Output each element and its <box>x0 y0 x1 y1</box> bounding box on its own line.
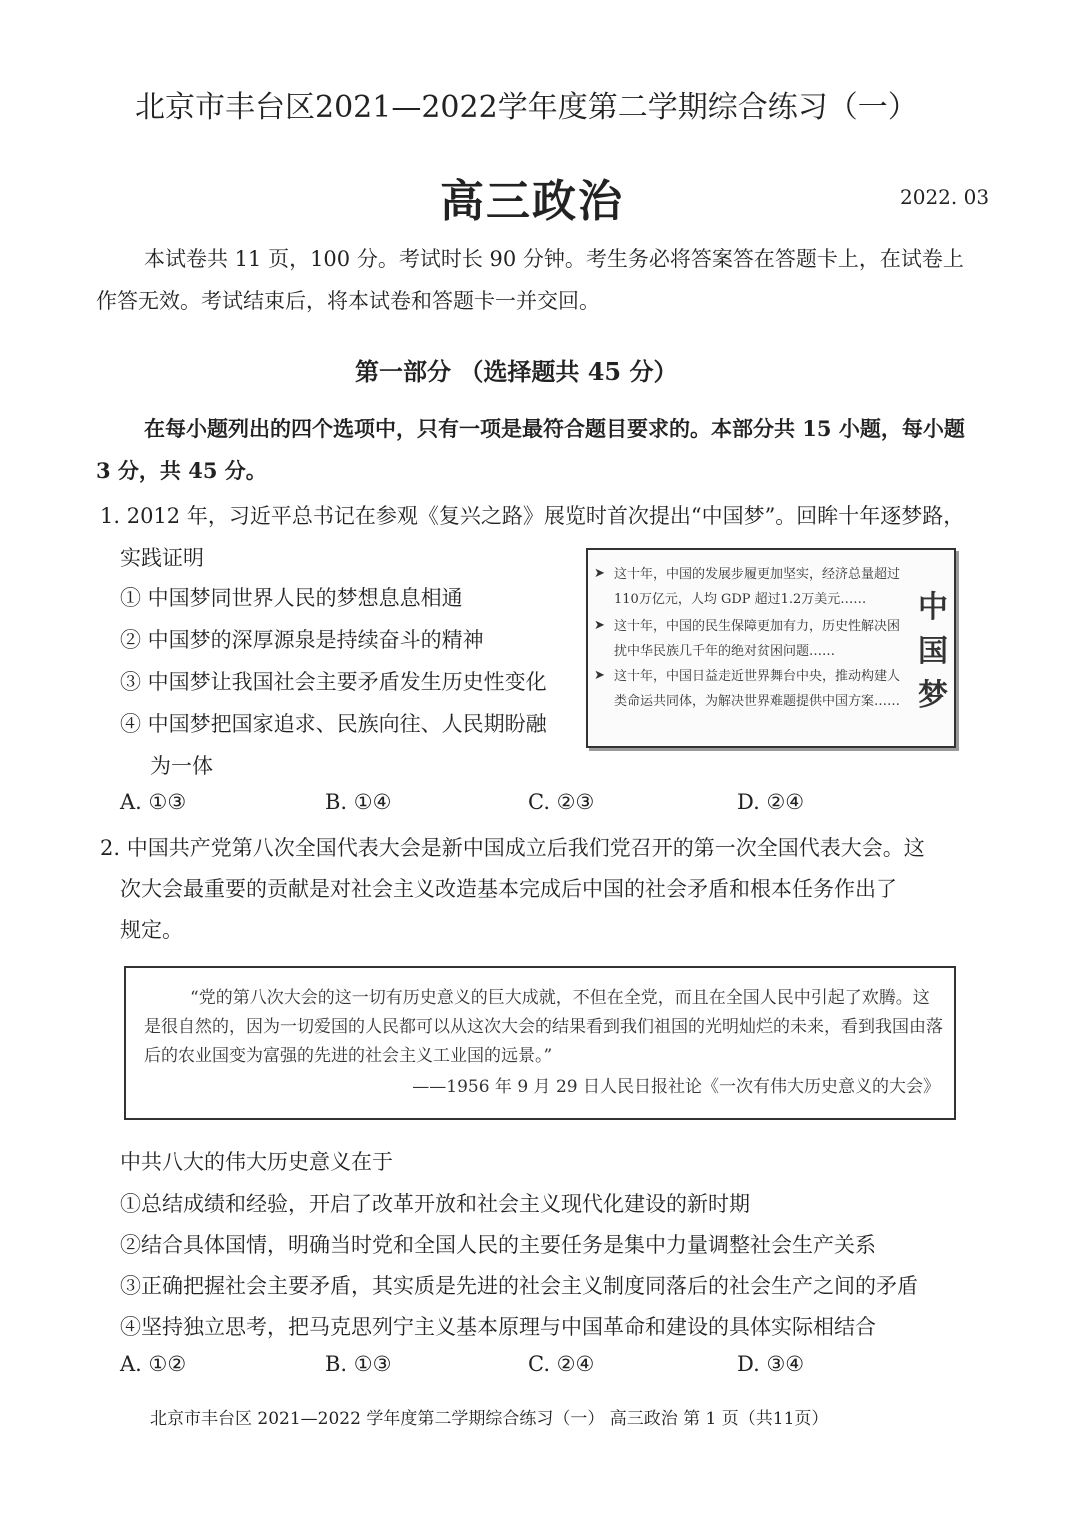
q2-question: 中共八大的伟大历史意义在于 <box>120 1150 393 1174</box>
dream-entry-2: 这十年，中国的民生保障更加有力，历史性解决困扰中华民族几千年的绝对贫困问题…… <box>614 619 901 659</box>
q1-item-4-cont: 为一体 <box>150 754 213 778</box>
exam-instructions: 本试卷共 11 页，100 分。考试时长 90 分钟。考生务必将答案答在答题卡上，在试卷上作答无效。考试结束后，将本试卷和答题卡一并交回。 <box>96 247 964 313</box>
dream-entry-1: 这十年，中国的发展步履更加坚实，经济总量超过110万亿元，人均 GDP 超过1.2万美元…… <box>614 567 901 607</box>
page-footer: 北京市丰台区 2021—2022 学年度第二学期综合练习（一） 高三政治 第 1 页（共11页） <box>150 1409 829 1429</box>
arrow-icon: ➤ <box>594 618 605 633</box>
q1-option-c: C. ②③ <box>528 790 595 814</box>
q1-item-3: ③ 中国梦让我国社会主要矛盾发生历史性变化 <box>120 670 547 694</box>
q2-stem-line3: 规定。 <box>120 918 183 942</box>
q1-option-d: D. ②④ <box>737 790 805 814</box>
q2-item-2: ②结合具体国情，明确当时党和全国人民的主要任务是集中力量调整社会生产关系 <box>120 1233 876 1257</box>
q2-stem-line1: 2. 中国共产党第八次全国代表大会是新中国成立后我们党召开的第一次全国代表大会。这 <box>100 836 925 860</box>
dream-entry-3: 这十年，中国日益走近世界舞台中央，推动构建人类命运共同体，为解决世界难题提供中国方案…… <box>614 669 901 709</box>
part1-title: 第一部分 （选择题共 45 分） <box>355 357 678 386</box>
china-dream-box <box>586 548 956 748</box>
q2-option-d: D. ③④ <box>737 1352 805 1376</box>
exam-header-title: 北京市丰台区2021—2022学年度第二学期综合练习（一） <box>135 90 918 125</box>
q2-option-c: C. ②④ <box>528 1352 595 1376</box>
q1-item-1: ① 中国梦同世界人民的梦想息息相通 <box>120 586 463 610</box>
dream-char-2: 国 <box>918 634 948 669</box>
quote-source: ——1956 年 9 月 29 日人民日报社论《一次有伟大历史意义的大会》 <box>412 1077 940 1097</box>
q1-stem-line2: 实践证明 <box>120 546 204 570</box>
arrow-icon: ➤ <box>594 566 605 581</box>
q1-option-b: B. ①④ <box>325 790 392 814</box>
quote-box <box>124 966 956 1120</box>
dream-char-1: 中 <box>918 590 948 625</box>
q1-item-4: ④ 中国梦把国家追求、民族向往、人民期盼融 <box>120 712 547 736</box>
q2-option-a: A. ①② <box>120 1352 187 1376</box>
part1-instruction: 在每小题列出的四个选项中，只有一项是最符合题目要求的。本部分共 15 小题，每小题 3 分，共 45 分。 <box>96 416 965 483</box>
q2-item-1: ①总结成绩和经验，开启了改革开放和社会主义现代化建设的新时期 <box>120 1192 750 1216</box>
q2-stem-line2: 次大会最重要的贡献是对社会主义改造基本完成后中国的社会矛盾和根本任务作出了 <box>120 877 897 901</box>
q2-option-b: B. ①③ <box>325 1352 392 1376</box>
q2-item-3: ③正确把握社会主要矛盾，其实质是先进的社会主义制度同落后的社会生产之间的矛盾 <box>120 1274 918 1298</box>
exam-date: 2022. 03 <box>900 185 990 209</box>
quote-text: “党的第八次大会的这一切有历史意义的巨大成就，不但在全党，而且在全国人民中引起了欢腾。这是很自然的，因为一切爱国的人民都可以从这次大会的结果看到我们祖国的光明灿烂的未来，看到我国由落后的农业国变为富强的先进的社会主义工业国的远景。” <box>144 988 943 1066</box>
subject-title: 高三政治 <box>440 176 624 227</box>
q1-item-2: ② 中国梦的深厚源泉是持续奋斗的精神 <box>120 628 484 652</box>
q2-item-4: ④坚持独立思考，把马克思列宁主义基本原理与中国革命和建设的具体实际相结合 <box>120 1315 876 1339</box>
arrow-icon: ➤ <box>594 668 605 683</box>
dream-char-3: 梦 <box>918 678 948 713</box>
q1-option-a: A. ①③ <box>120 790 187 814</box>
q1-stem-line1: 1. 2012 年，习近平总书记在参观《复兴之路》展览时首次提出“中国梦”。回眸十年逐梦路， <box>100 504 965 528</box>
